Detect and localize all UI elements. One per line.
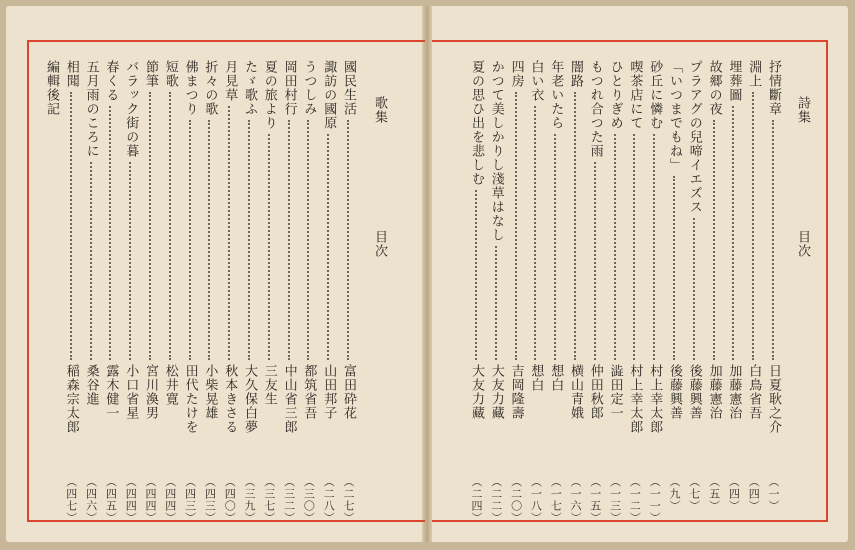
toc-leader-dots: [129, 162, 131, 360]
toc-entry-page: （四六）: [84, 476, 98, 524]
toc-entry-author-box: [219, 364, 239, 468]
toc-entry-author: 松井寛: [162, 364, 178, 406]
toc-entry-author: 白鳥省吾: [746, 364, 762, 420]
toc-entry-page: （三七）: [262, 476, 276, 524]
toc-entry-page: （九）: [668, 476, 681, 512]
toc-leader-dots: [228, 106, 230, 360]
toc-leader-dots: [713, 120, 715, 360]
toc-entry-author-box: [486, 364, 506, 468]
toc-entry-author-box: [279, 364, 299, 468]
toc-entry-page: （四三）: [203, 476, 217, 524]
toc-entry-author-box: [140, 364, 160, 468]
toc-entry-author-box: [160, 364, 180, 468]
toc-entry-page: （三二）: [282, 476, 296, 524]
toc-entry: [199, 60, 219, 524]
toc-entry-author: 小口省星: [123, 364, 139, 420]
toc-entry-page: （一二）: [628, 476, 642, 524]
toc-leader-dots: [752, 92, 754, 360]
toc-entry: [259, 60, 279, 524]
toc-entry-page: （一一）: [648, 476, 662, 524]
toc-entry-author: 想白: [548, 364, 564, 392]
toc-entry: [605, 60, 625, 524]
toc-entry: [180, 60, 200, 524]
toc-entry: [466, 60, 486, 524]
toc-entry-title: 五月雨のころに: [83, 60, 99, 158]
toc-entry-author-box: [585, 364, 605, 468]
toc-entry-title: 淵上: [746, 60, 762, 88]
toc-entry: [140, 60, 160, 524]
toc-entry-author-box: [605, 364, 625, 468]
toc-entry: [486, 60, 506, 524]
right-heading: [792, 96, 812, 258]
toc-entry-title: プラアグの兒啼イエズス: [686, 60, 702, 214]
toc-entry: [624, 60, 644, 524]
toc-leader-dots: [109, 106, 111, 360]
toc-entry-author: 富田砕花: [341, 364, 356, 420]
toc-entry-author-box: [565, 364, 585, 468]
toc-leader-dots: [475, 190, 477, 360]
toc-leader-dots: [653, 134, 655, 360]
toc-entry-author-box: [684, 364, 704, 468]
toc-leader-dots: [554, 134, 556, 360]
toc-leader-dots: [534, 106, 536, 360]
toc-entry-page: （四）: [727, 476, 741, 512]
toc-entry-page: （一七）: [549, 476, 563, 524]
toc-entry-page: （一五）: [588, 476, 602, 524]
toc-leader-dots: [169, 92, 171, 360]
toc-entry-title: 相聞: [63, 60, 79, 88]
toc-leader-dots: [693, 218, 695, 360]
toc-entry: [41, 60, 61, 500]
toc-entry-title: たゞ歌ふ: [242, 60, 257, 116]
toc-entry-author-box: [199, 364, 219, 468]
toc-entry-page: （二二）: [489, 476, 503, 524]
toc-entry: [219, 60, 239, 524]
toc-entry-author-box: [120, 364, 140, 468]
toc-entry: [723, 60, 743, 512]
toc-entry-author-box: [545, 364, 565, 468]
toc-entry-author-box: [506, 364, 526, 468]
toc-entry-author-box: [644, 364, 664, 468]
toc-entry: [318, 60, 338, 524]
toc-entry-author-box: [100, 364, 120, 468]
toc-entry-author: 都筑省吾: [301, 364, 317, 420]
toc-entry: [338, 60, 358, 524]
toc-entry: [585, 60, 605, 524]
toc-entry-author: 秋本きさる: [222, 364, 238, 434]
toc-entry-author: 村上幸太郎: [647, 364, 663, 434]
toc-entry-author-box: [298, 364, 318, 468]
toc-entry-title: 佛まつり: [182, 60, 198, 116]
toc-entry-page: （一六）: [569, 476, 582, 524]
toc-entry-author-box: [624, 364, 644, 468]
toc-entry: [279, 60, 299, 524]
toc-entry: [61, 60, 81, 524]
toc-entry-author-box: [259, 364, 279, 468]
toc-entry-title: 月見草: [222, 60, 238, 102]
toc-entry-author: 吉岡隆壽: [508, 364, 524, 420]
toc-entry-title: 年老いたら: [548, 60, 564, 130]
toc-leader-dots: [515, 92, 517, 360]
toc-entry-page: （二四）: [470, 476, 483, 524]
toc-leader-dots: [772, 120, 774, 360]
toc-entry-author: 澁田定一: [607, 364, 623, 420]
toc-entry-page: （四四）: [124, 476, 138, 524]
toc-entry-page: （四五）: [104, 476, 118, 524]
toc-entry-title: 抒情斷章: [766, 60, 781, 116]
toc-entry-page: （四四）: [144, 476, 157, 524]
toc-leader-dots: [208, 120, 210, 360]
toc-leader-dots: [673, 176, 675, 360]
toc-entry-author: 三友生: [261, 364, 277, 406]
toc-entry: [239, 60, 259, 524]
toc-entry-author: 村上幸太郎: [627, 364, 643, 434]
toc-entry-title: 節筆: [143, 60, 158, 88]
toc-entry-title: 春くる: [103, 60, 119, 102]
toc-entry-page: （四四）: [163, 476, 177, 524]
toc-leader-dots: [732, 106, 734, 360]
toc-entry-author: 仲田秋郎: [587, 364, 603, 420]
toc-entry-author-box: [743, 364, 763, 468]
toc-entry-author: 小柴晃雄: [202, 364, 218, 420]
toc-entry-author: 大久保白夢: [242, 364, 257, 434]
right-heading-label: 目次: [795, 230, 810, 258]
toc-leader-dots: [633, 134, 635, 360]
toc-entry-author: 露木健一: [103, 364, 119, 420]
toc-entry-author: 想白: [528, 364, 544, 392]
toc-leader-dots: [189, 120, 191, 360]
toc-entry-title: 夏の旅より: [261, 60, 277, 130]
toc-entry: [644, 60, 664, 524]
toc-leader-dots: [288, 120, 290, 360]
toc-entry-title: 夏の思ひ出を悲しむ: [469, 60, 484, 186]
toc-entry-title: かつて美しかりし淺草はなし: [488, 60, 504, 242]
toc-entry-title: 折々の歌: [202, 60, 218, 116]
toc-entry-page: （三〇）: [302, 476, 316, 524]
toc-entry-author: 横山青娥: [568, 364, 583, 420]
toc-entry-page: （五）: [707, 476, 721, 512]
toc-entry-author: 大友力藏: [488, 364, 504, 420]
toc-entry-page: （四〇）: [223, 476, 237, 524]
toc-entry-author: 加藤憲治: [726, 364, 742, 420]
toc-entry-author: 日夏耿之介: [766, 364, 781, 434]
toc-entry-author-box: [61, 364, 81, 468]
toc-entry: [565, 60, 585, 524]
left-heading-label: 目次: [372, 230, 387, 258]
toc-entry: [763, 60, 783, 512]
toc-leader-dots: [70, 92, 72, 360]
toc-entry: [684, 60, 704, 512]
toc-entry: [664, 60, 684, 512]
toc-entry-author-box: [704, 364, 724, 468]
toc-leader-dots: [495, 246, 497, 360]
toc-entry-author: 大友力藏: [469, 364, 484, 420]
toc-entry-title: ひとりぎめ: [607, 60, 623, 130]
toc-entry: [100, 60, 120, 524]
toc-entry-title: 白い衣: [528, 60, 544, 102]
toc-entry-author-box: [664, 364, 684, 468]
toc-entry-title: 編輯後記: [44, 60, 59, 116]
toc-entry: [120, 60, 140, 524]
toc-entry-author-box: [466, 364, 486, 468]
toc-entry: [506, 60, 526, 524]
toc-entry-author-box: [81, 364, 101, 468]
toc-entry-title: 埋葬圖: [726, 60, 742, 102]
toc-leader-dots: [149, 92, 151, 360]
toc-leader-dots: [248, 120, 250, 360]
toc-entry-title: 砂丘に憐む: [647, 60, 663, 130]
toc-entry-title: 岡田村行: [281, 60, 297, 116]
toc-leader-dots: [347, 120, 349, 360]
toc-entry: [525, 60, 545, 524]
toc-entry-page: （一）: [767, 476, 780, 512]
toc-leader-dots: [268, 134, 270, 360]
toc-entry-title: もつれ合つた雨: [587, 60, 603, 158]
toc-entry-author: 後藤興善: [667, 364, 682, 420]
toc-entry-title: 四房: [508, 60, 524, 88]
toc-entry-page: （二〇）: [509, 476, 523, 524]
toc-entry-title: 短歌: [162, 60, 178, 88]
left-heading-title: 歌集: [372, 96, 387, 124]
toc-entry-title: 國民生活: [341, 60, 356, 116]
toc-entry-title: バラック街の暮: [123, 60, 139, 158]
toc-entry-author-box: [338, 364, 358, 468]
toc-leader-dots: [327, 134, 329, 360]
toc-entry-author: 稲森宗太郎: [63, 364, 79, 434]
toc-entry-title: 闇路: [568, 60, 583, 88]
toc-entry-author-box: [763, 364, 783, 468]
toc-entry-author-box: [525, 364, 545, 468]
right-heading-title: 詩集: [795, 96, 810, 124]
toc-entry-title: うつしみ: [301, 60, 317, 116]
toc-entry-title: 喫茶店にて: [627, 60, 643, 130]
toc-entry-page: （二七）: [342, 476, 355, 524]
toc-entry-page: （七）: [687, 476, 701, 512]
toc-entry-author-box: [239, 364, 259, 468]
toc-entry-author: 田代たけを: [182, 364, 198, 434]
toc-entry-author: 山田邦子: [321, 364, 337, 420]
toc-entry-author-box: [318, 364, 338, 468]
toc-entry-title: 故郷の夜: [706, 60, 722, 116]
toc-entry-author: 後藤興善: [686, 364, 702, 420]
toc-entry-page: （三九）: [243, 476, 256, 524]
toc-entry: [704, 60, 724, 512]
toc-entry-author-box: [723, 364, 743, 468]
toc-entry-page: （一三）: [608, 476, 622, 524]
toc-entry: [298, 60, 318, 524]
toc-entry: [743, 60, 763, 512]
toc-leader-dots: [594, 162, 596, 360]
toc-entry: [545, 60, 565, 524]
toc-entry: [81, 60, 101, 524]
toc-entry-title: 「いつまでもね」: [667, 60, 682, 172]
toc-entry-author: 加藤憲治: [706, 364, 722, 420]
toc-entry-author: 桑谷進: [83, 364, 99, 406]
toc-entry-page: （四）: [747, 476, 761, 512]
toc-entry-author: 中山省三郎: [281, 364, 297, 434]
toc-entry-page: （四七）: [64, 476, 78, 524]
toc-entry: [160, 60, 180, 524]
toc-leader-dots: [307, 120, 309, 360]
toc-entry-author-box: [180, 364, 200, 468]
left-heading: [369, 96, 389, 258]
toc-entry-title: 諏訪の國原: [321, 60, 337, 130]
toc-entry-page: （一八）: [529, 476, 543, 524]
toc-entry-author: 宮川渙男: [143, 364, 158, 420]
toc-entry-page: （二八）: [322, 476, 336, 524]
toc-leader-dots: [614, 134, 616, 360]
toc-entry-page: （四三）: [183, 476, 197, 524]
toc-leader-dots: [574, 92, 576, 360]
toc-leader-dots: [90, 162, 92, 360]
